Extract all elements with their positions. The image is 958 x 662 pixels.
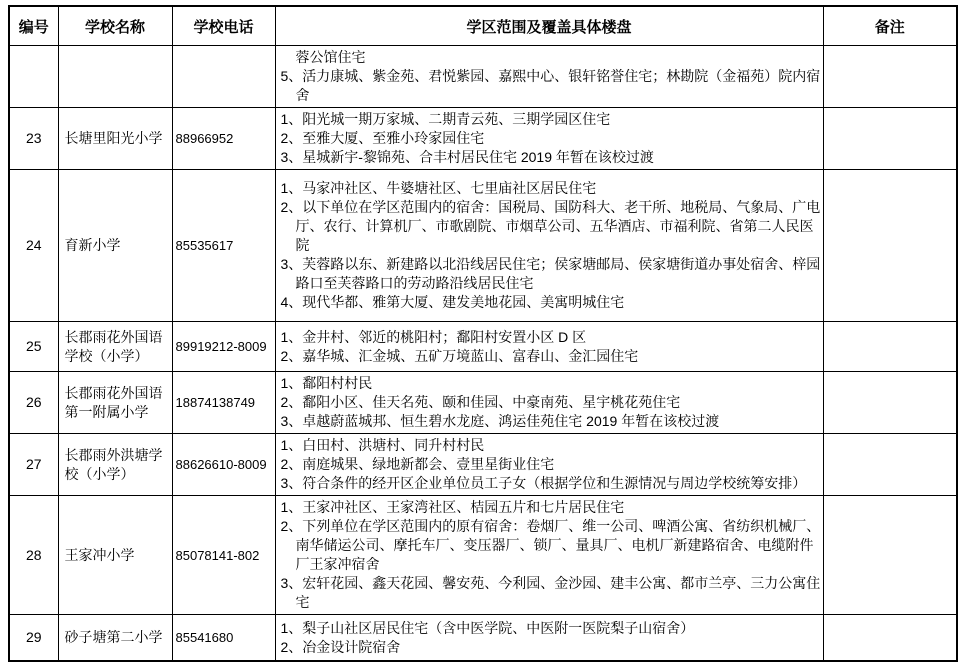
table-row (9, 496, 957, 615)
district-cell (275, 372, 823, 434)
district-item: 2、冶金设计院宿舍 (280, 638, 401, 655)
district-item: 1、鄱阳村村民 (280, 375, 373, 391)
remark-cell (823, 434, 957, 496)
table-body (9, 46, 957, 662)
district-item: 1、阳光城一期万家城、二期青云苑、三期学园区住宅 (280, 111, 611, 127)
phone-cell: 85535617 (172, 170, 275, 322)
district-item: 3、卓越蔚蓝城邦、恒生碧水龙庭、鸿运佳苑住宅 2019 年暂在该校过渡 (280, 413, 720, 429)
district-item: 1、王家冲社区、王家湾社区、桔园五片和七片居民住宅 (280, 499, 625, 515)
remark-cell (823, 615, 957, 662)
school-name-cell: 长郡雨花外国语学校（小学） (58, 322, 172, 372)
district-cell (275, 496, 823, 615)
remark-cell (823, 496, 957, 615)
header-cell-id: 编号 (9, 6, 58, 46)
district-item: 2、嘉华城、汇金城、五矿万境蓝山、富春山、金汇园住宅 (280, 347, 639, 364)
header-cell-phone: 学校电话 (172, 6, 275, 46)
school-name-cell: 长郡雨外洪塘学校（小学） (58, 434, 172, 496)
phone-cell: 18874138749 (172, 372, 275, 434)
phone-cell: 85541680 (172, 615, 275, 662)
table-row (9, 615, 957, 662)
phone-cell (172, 46, 275, 108)
school-name-cell: 育新小学 (58, 170, 172, 322)
remark-cell (823, 108, 957, 170)
remark-cell (823, 372, 957, 434)
district-item: 3、宏轩花园、鑫天花园、馨安苑、今利园、金沙园、建丰公寓、都市兰亭、三力公寓住宅 (280, 575, 821, 610)
district-item: 3、星城新宇-黎锦苑、合丰村居民住宅 2019 年暂在该校过渡 (280, 149, 654, 165)
phone-cell: 89919212-8009 (172, 322, 275, 372)
id-cell: 24 (9, 170, 58, 322)
district-item: 1、金井村、邻近的桃阳村；鄱阳村安置小区 D 区 (280, 328, 587, 345)
phone-cell: 88626610-8009 (172, 434, 275, 496)
district-cell (275, 170, 823, 322)
table-row (9, 434, 957, 496)
district-cell (275, 615, 823, 662)
id-cell: 29 (9, 615, 58, 662)
district-item: 2、鄱阳小区、佳天名苑、颐和佳园、中豪南苑、星宇桃花苑住宅 (280, 394, 681, 410)
id-cell: 26 (9, 372, 58, 434)
id-cell (9, 46, 58, 108)
district-item: 3、芙蓉路以东、新建路以北沿线居民住宅；侯家塘邮局、侯家塘街道办事处宿舍、梓园路口至芙蓉路口的劳动路沿线居民住宅 (280, 256, 821, 291)
id-cell: 23 (9, 108, 58, 170)
district-cell (275, 108, 823, 170)
id-cell: 25 (9, 322, 58, 372)
district-item: 5、活力康城、紫金苑、君悦紫园、嘉熙中心、银轩铭誉住宅；林勘院（金福苑）院内宿舍 (280, 68, 821, 103)
district-item: 1、马家冲社区、牛婆塘社区、七里庙社区居民住宅 (280, 180, 597, 196)
header-cell-school-name: 学校名称 (58, 6, 172, 46)
school-name-cell: 长郡雨花外国语第一附属小学 (58, 372, 172, 434)
district-item: 蓉公馆住宅 (295, 49, 366, 65)
school-name-cell (58, 46, 172, 108)
district-cell (275, 322, 823, 372)
school-name-cell: 砂子塘第二小学 (58, 615, 172, 662)
table-row (9, 46, 957, 108)
id-cell: 28 (9, 496, 58, 615)
table-header-row (9, 6, 957, 46)
district-item: 4、现代华都、雅第大厦、建发美地花园、美寓明城住宅 (280, 294, 625, 310)
id-cell: 27 (9, 434, 58, 496)
district-item: 1、白田村、洪塘村、同升村村民 (280, 437, 485, 453)
remark-cell (823, 170, 957, 322)
phone-cell: 88966952 (172, 108, 275, 170)
district-item: 3、符合条件的经开区企业单位员工子女（根据学位和生源情况与周边学校统筹安排） (280, 475, 807, 491)
district-item: 2、至雅大厦、至雅小玲家园住宅 (280, 130, 485, 146)
remark-cell (823, 46, 957, 108)
district-item: 2、下列单位在学区范围内的原有宿舍：卷烟厂、维一公司、啤酒公寓、省纺织机械厂、南华储运公司、摩托车厂、变压器厂、锁厂、量具厂、电机厂新建路宿舍、电缆附件厂王家冲宿舍 (280, 518, 821, 572)
table-row (9, 108, 957, 170)
district-cell (275, 434, 823, 496)
school-name-cell: 王家冲小学 (58, 496, 172, 615)
remark-cell (823, 322, 957, 372)
district-item: 2、以下单位在学区范围内的宿舍：国税局、国防科大、老干所、地税局、气象局、广电厅、农行、计算机厂、市歌剧院、市烟草公司、五华酒店、市福利院、省第二人民医院 (280, 199, 821, 253)
table-row (9, 372, 957, 434)
school-district-table (8, 5, 958, 662)
school-name-cell: 长塘里阳光小学 (58, 108, 172, 170)
table-row (9, 322, 957, 372)
phone-cell: 85078141-802 (172, 496, 275, 615)
district-item: 2、南庭城果、绿地新都会、壹里星街业住宅 (280, 456, 555, 472)
header-cell-remark: 备注 (823, 6, 957, 46)
header-cell-district-range: 学区范围及覆盖具体楼盘 (275, 6, 823, 46)
district-item: 1、梨子山社区居民住宅（含中医学院、中医附一医院梨子山宿舍） (280, 619, 695, 636)
table-row (9, 170, 957, 322)
district-cell (275, 46, 823, 108)
